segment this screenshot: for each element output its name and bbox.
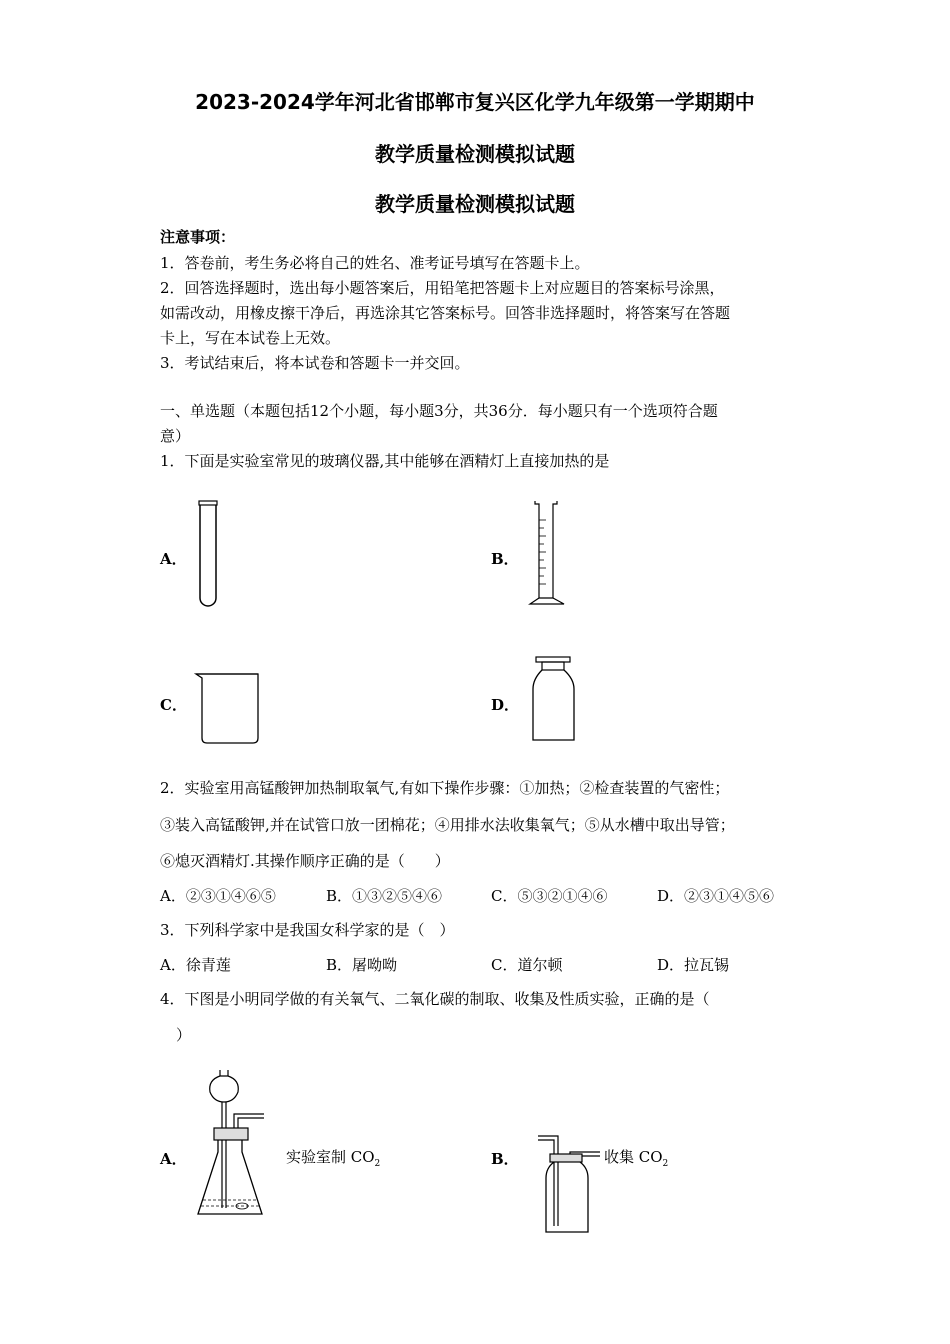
q1-option-c-label[interactable]: C． <box>160 696 187 714</box>
q4-option-b-caption-text: 收集 CO <box>604 1148 663 1166</box>
q4-stem-line-1: 4．下图是小明同学做的有关氧气、二氧化碳的制取、收集及性质实验，正确的是（ <box>160 990 710 1008</box>
test-tube-icon <box>196 500 226 612</box>
q3-option-d[interactable]: D．拉瓦锡 <box>657 956 730 974</box>
exam-subtitle-repeat: 教学质量检测模拟试题 <box>375 192 575 216</box>
notice-item-2-line-1: 2．回答选择题时，选出每小题答案后，用铅笔把答题卡上对应题目的答案标号涂黑， <box>160 279 725 297</box>
co2-subscript: 2 <box>374 1159 381 1169</box>
section-heading-line-2: 意） <box>160 427 191 445</box>
q1-stem: 1．下面是实验室常见的玻璃仪器,其中能够在酒精灯上直接加热的是 <box>160 452 610 470</box>
q2-stem-line-3: ⑥熄灭酒精灯.其操作顺序正确的是（ ） <box>160 852 450 870</box>
gas-collecting-bottle-icon <box>536 1130 608 1236</box>
q4-option-b-label[interactable]: B． <box>491 1150 519 1168</box>
q1-option-b-label[interactable]: B． <box>491 550 519 568</box>
section-heading-line-1: 一、单选题（本题包括12个小题，每小题3分，共36分．每小题只有一个选项符合题 <box>160 402 718 420</box>
q2-stem-line-1: 2．实验室用高锰酸钾加热制取氧气,有如下操作步骤：①加热；②检查装置的气密性； <box>160 779 730 797</box>
q4-option-b-caption <box>604 1148 668 1173</box>
notice-item-2-line-3: 卡上，写在本试卷上无效。 <box>160 329 341 347</box>
exam-title: 2023-2024学年河北省邯郸市复兴区化学九年级第一学期期中 <box>195 90 755 114</box>
notice-heading: 注意事项： <box>160 228 236 246</box>
q1-option-a-label[interactable]: A． <box>160 550 187 568</box>
notice-item-2-line-2: 如需改动，用橡皮擦干净后，再选涂其它答案标号。回答非选择题时，将答案写在答题 <box>160 304 731 322</box>
q3-stem: 3．下列科学家中是我国女科学家的是（ ） <box>160 921 455 939</box>
q2-option-d[interactable]: D．②③①④⑤⑥ <box>657 887 775 905</box>
exam-subtitle: 教学质量检测模拟试题 <box>375 142 575 166</box>
q2-option-a[interactable]: A．②③①④⑥⑤ <box>160 887 276 905</box>
q4-option-a-caption <box>286 1148 380 1173</box>
q3-option-c[interactable]: C．道尔顿 <box>491 956 563 974</box>
q3-option-a[interactable]: A．徐青莲 <box>160 956 231 974</box>
q3-option-b[interactable]: B．屠呦呦 <box>326 956 398 974</box>
graduated-cylinder-icon <box>524 500 574 610</box>
co2-subscript-b: 2 <box>662 1159 669 1169</box>
erlenmeyer-co2-apparatus-icon <box>196 1068 276 1224</box>
q2-option-b[interactable]: B．①③②⑤④⑥ <box>326 887 443 905</box>
q4-stem-line-2: ） <box>176 1026 192 1044</box>
notice-item-1: 1．答卷前，考生务必将自己的姓名、准考证号填写在答题卡上。 <box>160 254 590 272</box>
q2-stem-line-2: ③装入高锰酸钾,并在试管口放一团棉花；④用排水法收集氧气；⑤从水槽中取出导管； <box>160 816 735 834</box>
notice-item-3: 3．考试结束后，将本试卷和答题卡一并交回。 <box>160 354 470 372</box>
q2-option-c[interactable]: C．⑤③②①④⑥ <box>491 887 608 905</box>
q4-option-a-caption-text: 实验室制 CO <box>286 1148 375 1166</box>
reagent-bottle-icon <box>528 655 578 745</box>
q4-option-a-label[interactable]: A． <box>160 1150 187 1168</box>
beaker-icon <box>194 670 264 748</box>
q1-option-d-label[interactable]: D． <box>491 696 520 714</box>
